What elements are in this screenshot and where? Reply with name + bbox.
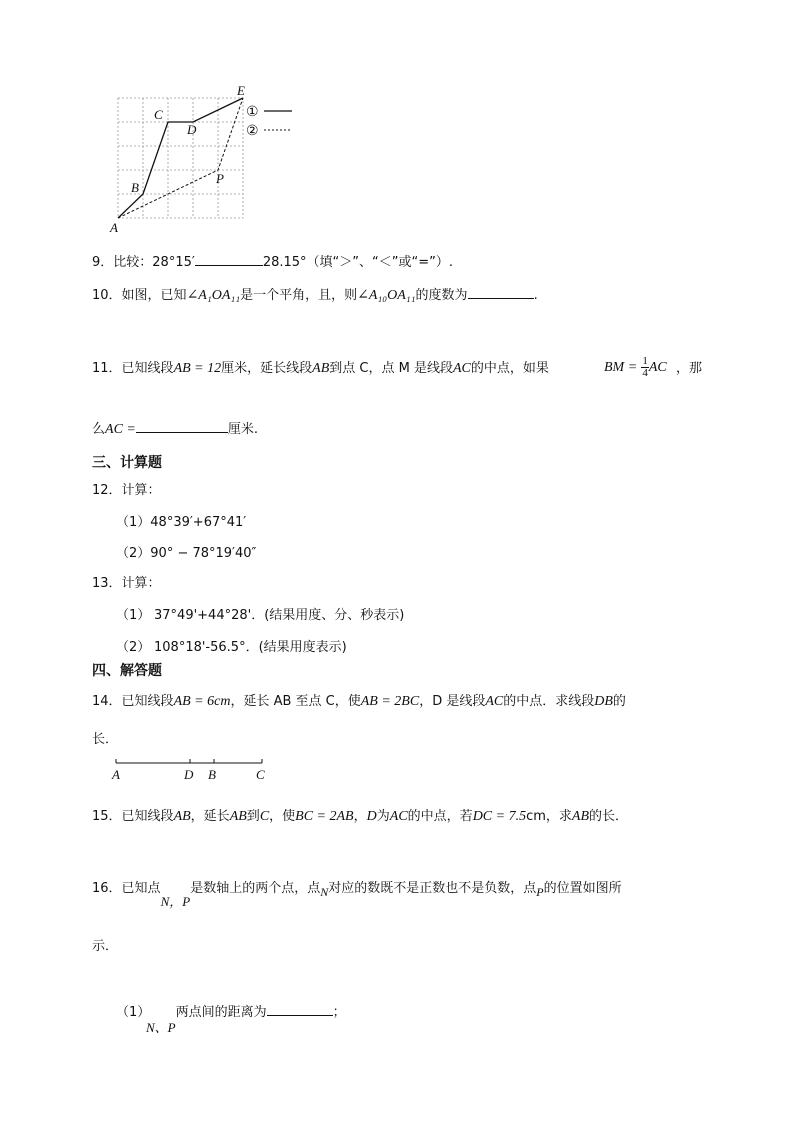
q11-line2-math: AC = (105, 422, 136, 437)
q14-line2: 长． (92, 732, 119, 747)
q10-text-b: 是一个平角，且，则 (240, 288, 358, 303)
q15-text-b: ，延长 (190, 809, 230, 824)
q16-blank (267, 1003, 333, 1016)
q11-formula (604, 356, 667, 379)
q16-number: 16． (92, 881, 122, 896)
q14-text-e: 的 (612, 694, 626, 709)
q13-text: 计算： (121, 576, 161, 591)
legend-2-marker: ② (246, 124, 259, 139)
q11-text-a: 已知线段 (121, 361, 174, 376)
q11-frac-den: 4 (642, 367, 648, 379)
q14-math-a: AB = 6cm (173, 694, 231, 709)
q9-text-a: 比较：28°15′ (113, 255, 195, 270)
q14-math-b: AB = 2BC (360, 694, 420, 709)
q14-text-a: 已知线段 (121, 694, 174, 709)
q15-text-f: 为 (376, 809, 390, 824)
q16-math-c: P (536, 885, 544, 899)
q9-number: 9． (92, 255, 114, 270)
q12-item-2: （2）90° − 78°19′40″ (116, 546, 257, 561)
q16-line2: 示． (92, 939, 119, 954)
q15-text-g: 的中点，若 (407, 809, 473, 824)
q11-text-c: 到点 C，点 M 是线段 (329, 361, 453, 376)
q15-math-f: AC (389, 809, 408, 824)
q10-math-a: ∠A₁OA₁₁ (186, 288, 241, 303)
q11-math-e: AC (648, 360, 667, 375)
q16-item-1-math: N、P (146, 1020, 176, 1035)
section-4-title: 四、解答题 (92, 663, 162, 679)
legend (246, 105, 292, 139)
q13-item-1-text: 37°49'+44°28'．(结果用度、分、秒表示) (154, 608, 405, 623)
q14-text-d: 的中点．求线段 (503, 694, 595, 709)
q16-item-1-label: （1） (116, 1005, 151, 1020)
q13-item-2-label: （2） (116, 640, 151, 655)
q11-fraction (641, 356, 649, 379)
q13-item-2 (116, 636, 347, 655)
q10-math-b: ∠A₁₀OA₁₁ (357, 288, 416, 303)
q14-label-D: D (184, 767, 194, 782)
label-B: B (131, 180, 139, 195)
q16-text-a: 已知点 (121, 881, 161, 896)
question-12 (92, 479, 161, 498)
q11-math-b: AB (312, 361, 330, 376)
question-10 (92, 284, 538, 304)
q15-math-d: BC = 2AB (295, 809, 354, 824)
q15-text-c: 到 (246, 809, 260, 824)
question-13 (92, 572, 161, 591)
q14-math-c: AC (485, 694, 504, 709)
question-15 (92, 805, 628, 825)
q13-item-1 (116, 604, 404, 623)
grid-figure (100, 80, 300, 240)
q11-math-a: AB = 12 (173, 361, 222, 376)
q13-number: 13． (92, 576, 122, 591)
q11-text-e: ，那 (676, 361, 703, 376)
q14-text-c: ，D 是线段 (419, 694, 486, 709)
q16-text-b: 是数轴上的两个点，点 (190, 881, 321, 896)
q10-number: 10． (92, 288, 122, 303)
q11-math-d: BM = (604, 360, 638, 375)
q15-text-i: 的长． (589, 809, 629, 824)
q12-number: 12． (92, 483, 122, 498)
q10-text-c: 的度数为 (415, 288, 468, 303)
q14-math-d: DB (594, 694, 613, 709)
q10-blank (468, 286, 534, 299)
q14-label-C: C (256, 767, 265, 782)
q11-line2-a: 么 (92, 422, 106, 437)
q14-text-b: ，延长 AB 至点 C，使 (230, 694, 361, 709)
q15-math-e: D (366, 809, 377, 824)
q9-text-b: 28.15°（填“＞”、“＜”或“=”）. (262, 255, 453, 270)
q13-item-2-text: 108°18'-56.5°．(结果用度表示) (154, 640, 347, 655)
q14-segment-figure (108, 752, 278, 786)
q9-blank (195, 253, 263, 266)
label-E: E (237, 83, 245, 98)
q11-line2-b: 厘米. (227, 422, 258, 437)
q16-math-b: N (320, 885, 329, 899)
q14-label-B: B (208, 767, 216, 782)
q10-text-a: 如图，已知 (121, 288, 187, 303)
q15-text-e: ， (353, 809, 367, 824)
legend-1-marker: ① (246, 105, 259, 120)
q15-math-h: AB (571, 809, 590, 824)
question-9 (92, 251, 453, 270)
q13-item-1-label: （1） (116, 608, 151, 623)
q12-text: 计算： (121, 483, 161, 498)
q11-line2 (92, 418, 258, 438)
q11-text-b: 厘米，延长线段 (221, 361, 313, 376)
section-3-title: 三、计算题 (92, 455, 162, 471)
q11-blank (136, 420, 228, 433)
label-D: D (187, 122, 197, 137)
q16-item-1-text: 两点间的距离为 (175, 1005, 267, 1020)
q11-text-d: 的中点，如果 (470, 361, 549, 376)
q16-item-1-end: ； (332, 1005, 346, 1020)
label-P: P (216, 171, 224, 186)
q15-text-a: 已知线段 (121, 809, 174, 824)
question-11 (92, 357, 549, 377)
q15-text-h: cm，求 (526, 809, 572, 824)
q15-math-b: AB (229, 809, 247, 824)
q12-item-1: （1）48°39′+67°41′ (116, 515, 247, 530)
q16-text-d: 的位置如图所 (543, 881, 622, 896)
path-1-solid (118, 98, 243, 218)
q14-number: 14． (92, 694, 122, 709)
q16-item-1 (116, 1001, 346, 1035)
q16-math-a: N，P (160, 894, 191, 909)
q15-math-g: DC = 7.5 (472, 809, 527, 824)
q10-text-d: . (533, 288, 538, 303)
q15-math-c: C (259, 809, 270, 824)
q11-math-c: AC (452, 361, 471, 376)
q11-number: 11． (92, 361, 122, 376)
label-A: A (110, 220, 118, 235)
q15-text-d: ，使 (269, 809, 296, 824)
q15-number: 15． (92, 809, 122, 824)
q16-text-c: 对应的数既不是正数也不是负数，点 (328, 881, 537, 896)
q14-label-A: A (112, 767, 120, 782)
q15-math-a: AB (173, 809, 191, 824)
q11-frac-num: 1 (642, 355, 648, 367)
question-16 (92, 877, 622, 909)
question-14 (92, 690, 626, 710)
label-C: C (154, 107, 163, 122)
